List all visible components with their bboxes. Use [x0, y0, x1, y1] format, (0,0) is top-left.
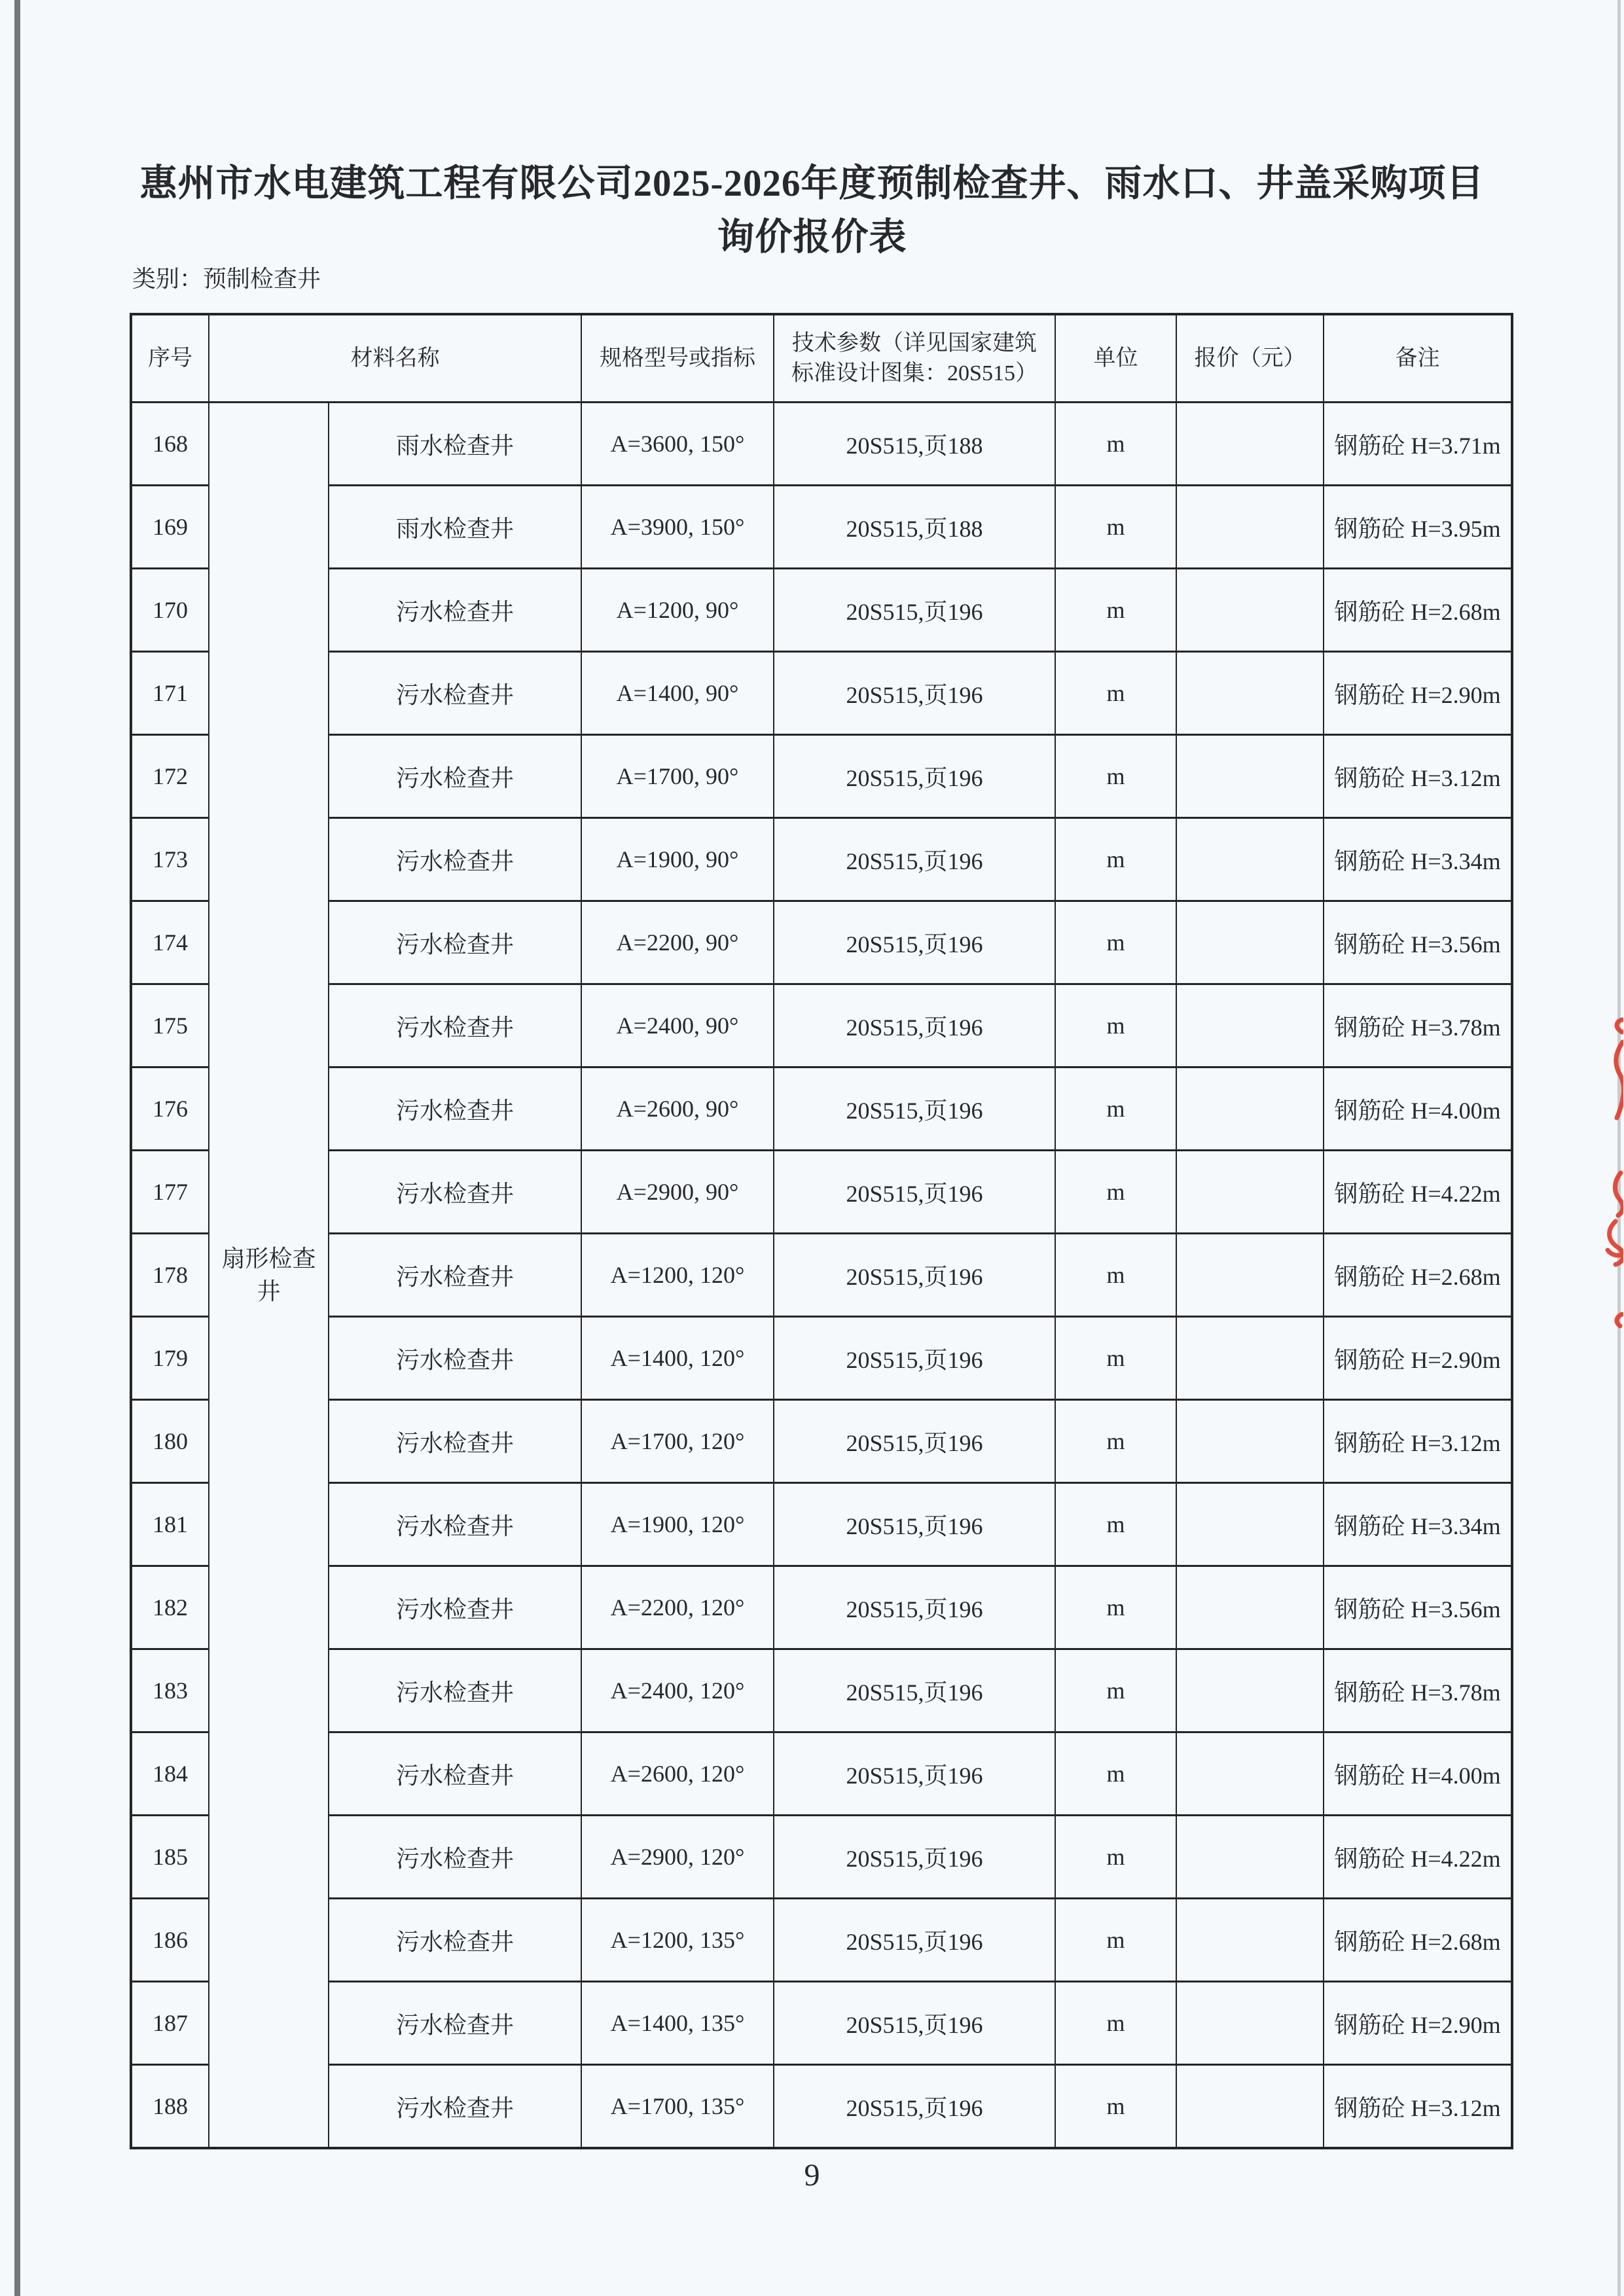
cell-price — [1176, 1483, 1324, 1566]
cell-material-name: 污水检查井 — [329, 1234, 581, 1317]
cell-tech-params: 20S515,页196 — [774, 652, 1055, 735]
category-label: 类别：预制检查井 — [132, 266, 321, 292]
cell-unit: m — [1055, 486, 1176, 569]
cell-tech-params: 20S515,页196 — [774, 818, 1055, 901]
document-title-line1: 惠州市水电建筑工程有限公司2025-2026年度预制检查井、雨水口、井盖采购项目 — [139, 163, 1485, 204]
cell-price — [1176, 818, 1324, 901]
cell-spec: A=1700, 120° — [581, 1400, 774, 1483]
cell-tech-params: 20S515,页188 — [774, 403, 1055, 486]
cell-remark: 钢筋砼 H=3.71m — [1324, 403, 1512, 486]
cell-unit: m — [1055, 818, 1176, 901]
cell-price — [1176, 652, 1324, 735]
table-row — [131, 1067, 1512, 1151]
table-row — [131, 901, 1512, 984]
cell-remark: 钢筋砼 H=4.00m — [1324, 1067, 1512, 1151]
cell-spec: A=1200, 135° — [581, 1899, 774, 1982]
header-material-name: 材料名称 — [209, 314, 581, 403]
cell-spec: A=1700, 135° — [581, 2065, 774, 2149]
cell-remark: 钢筋砼 H=3.95m — [1324, 486, 1512, 569]
cell-unit: m — [1055, 1234, 1176, 1317]
cell-remark: 钢筋砼 H=2.90m — [1324, 652, 1512, 735]
cell-serial-number: 186 — [131, 1899, 209, 1982]
table-row — [131, 1234, 1512, 1317]
cell-serial-number: 178 — [131, 1234, 209, 1317]
cell-remark: 钢筋砼 H=3.34m — [1324, 1483, 1512, 1566]
cell-spec: A=1200, 90° — [581, 569, 774, 652]
cell-serial-number: 173 — [131, 818, 209, 901]
cell-remark: 钢筋砼 H=2.68m — [1324, 569, 1512, 652]
cell-material-name: 污水检查井 — [329, 1317, 581, 1400]
cell-remark: 钢筋砼 H=3.56m — [1324, 901, 1512, 984]
cell-price — [1176, 403, 1324, 486]
cell-unit: m — [1055, 1649, 1176, 1732]
cell-spec: A=1900, 120° — [581, 1483, 774, 1566]
cell-unit: m — [1055, 569, 1176, 652]
cell-tech-params: 20S515,页196 — [774, 984, 1055, 1067]
cell-tech-params: 20S515,页196 — [774, 1067, 1055, 1151]
cell-material-name: 污水检查井 — [329, 1151, 581, 1234]
cell-price — [1176, 569, 1324, 652]
cell-unit: m — [1055, 1566, 1176, 1649]
quotation-table — [130, 313, 1513, 2149]
cell-tech-params: 20S515,页196 — [774, 1732, 1055, 1816]
table-row — [131, 569, 1512, 652]
cell-tech-params: 20S515,页196 — [774, 1899, 1055, 1982]
cell-unit: m — [1055, 1483, 1176, 1566]
document-title-line2: 询价报价表 — [717, 217, 907, 258]
cell-remark: 钢筋砼 H=3.34m — [1324, 818, 1512, 901]
stamp-fragment — [1615, 1173, 1623, 1215]
header-serial-number: 序号 — [131, 314, 209, 403]
cell-tech-params: 20S515,页196 — [774, 735, 1055, 818]
cell-serial-number: 179 — [131, 1317, 209, 1400]
cell-serial-number: 169 — [131, 486, 209, 569]
cell-unit: m — [1055, 652, 1176, 735]
cell-material-name: 污水检查井 — [329, 652, 581, 735]
header-tech-params: 技术参数（详见国家建筑标准设计图集：20S515） — [774, 314, 1055, 403]
cell-remark: 钢筋砼 H=4.22m — [1324, 1151, 1512, 1234]
cell-tech-params: 20S515,页196 — [774, 1816, 1055, 1899]
cell-tech-params: 20S515,页196 — [774, 1151, 1055, 1234]
cell-spec: A=1900, 90° — [581, 818, 774, 901]
stamp-fragment — [1617, 1314, 1622, 1326]
cell-material-name: 污水检查井 — [329, 1982, 581, 2065]
cell-tech-params: 20S515,页196 — [774, 1483, 1055, 1566]
table-row — [131, 403, 1512, 486]
cell-tech-params: 20S515,页196 — [774, 1649, 1055, 1732]
page-number: 9 — [804, 2158, 820, 2193]
cell-price — [1176, 1234, 1324, 1317]
cell-serial-number: 188 — [131, 2065, 209, 2149]
table-row — [131, 652, 1512, 735]
cell-price — [1176, 901, 1324, 984]
cell-remark: 钢筋砼 H=2.90m — [1324, 1982, 1512, 2065]
cell-serial-number: 183 — [131, 1649, 209, 1732]
cell-price — [1176, 1400, 1324, 1483]
cell-tech-params: 20S515,页188 — [774, 486, 1055, 569]
cell-tech-params: 20S515,页196 — [774, 1566, 1055, 1649]
cell-spec: A=1200, 120° — [581, 1234, 774, 1317]
cell-serial-number: 174 — [131, 901, 209, 984]
cell-spec: A=2900, 90° — [581, 1151, 774, 1234]
cell-remark: 钢筋砼 H=2.68m — [1324, 1899, 1512, 1982]
cell-material-name: 污水检查井 — [329, 1566, 581, 1649]
cell-price — [1176, 735, 1324, 818]
stamp-fragment — [1616, 1042, 1623, 1118]
cell-unit: m — [1055, 1317, 1176, 1400]
cell-unit: m — [1055, 984, 1176, 1067]
stamp-fragment — [1610, 1221, 1623, 1265]
cell-price — [1176, 1566, 1324, 1649]
cell-serial-number: 170 — [131, 569, 209, 652]
cell-spec: A=2900, 120° — [581, 1816, 774, 1899]
table-row — [131, 1899, 1512, 1982]
cell-unit: m — [1055, 1067, 1176, 1151]
cell-spec: A=3900, 150° — [581, 486, 774, 569]
cell-serial-number: 181 — [131, 1483, 209, 1566]
cell-material-name: 污水检查井 — [329, 735, 581, 818]
table-row — [131, 1151, 1512, 1234]
cell-spec: A=1400, 90° — [581, 652, 774, 735]
cell-serial-number: 180 — [131, 1400, 209, 1483]
cell-serial-number: 168 — [131, 403, 209, 486]
cell-spec: A=2400, 120° — [581, 1649, 774, 1732]
cell-material-name: 雨水检查井 — [329, 403, 581, 486]
cell-tech-params: 20S515,页196 — [774, 1317, 1055, 1400]
cell-price — [1176, 486, 1324, 569]
cell-price — [1176, 1067, 1324, 1151]
cell-spec: A=3600, 150° — [581, 403, 774, 486]
header-unit: 单位 — [1055, 314, 1176, 403]
cell-price — [1176, 1732, 1324, 1816]
cell-serial-number: 182 — [131, 1566, 209, 1649]
table-row — [131, 486, 1512, 569]
cell-material-name: 污水检查井 — [329, 569, 581, 652]
cell-remark: 钢筋砼 H=3.12m — [1324, 2065, 1512, 2149]
cell-material-name: 污水检查井 — [329, 2065, 581, 2149]
cell-material-name: 雨水检查井 — [329, 486, 581, 569]
cell-price — [1176, 1816, 1324, 1899]
page-left-edge-line — [14, 0, 20, 2296]
stamp-fragment — [1617, 1020, 1622, 1032]
cell-serial-number: 187 — [131, 1982, 209, 2065]
header-price: 报价（元） — [1176, 314, 1324, 403]
cell-serial-number: 176 — [131, 1067, 209, 1151]
cell-remark: 钢筋砼 H=4.22m — [1324, 1816, 1512, 1899]
cell-remark: 钢筋砼 H=3.78m — [1324, 984, 1512, 1067]
cell-material-name: 污水检查井 — [329, 1816, 581, 1899]
cell-spec: A=1400, 120° — [581, 1317, 774, 1400]
cell-spec: A=1400, 135° — [581, 1982, 774, 2065]
cell-serial-number: 171 — [131, 652, 209, 735]
table-row — [131, 1816, 1512, 1899]
cell-unit: m — [1055, 1982, 1176, 2065]
cell-tech-params: 20S515,页196 — [774, 1400, 1055, 1483]
table-row — [131, 1732, 1512, 1816]
cell-remark: 钢筋砼 H=2.90m — [1324, 1317, 1512, 1400]
cell-remark: 钢筋砼 H=2.68m — [1324, 1234, 1512, 1317]
cell-price — [1176, 1317, 1324, 1400]
cell-material-name: 污水检查井 — [329, 1067, 581, 1151]
cell-unit: m — [1055, 1732, 1176, 1816]
cell-remark: 钢筋砼 H=3.78m — [1324, 1649, 1512, 1732]
cell-price — [1176, 1649, 1324, 1732]
red-stamp-marks — [1593, 1005, 1623, 1346]
cell-tech-params: 20S515,页196 — [774, 2065, 1055, 2149]
table-row — [131, 1400, 1512, 1483]
cell-material-name: 污水检查井 — [329, 1899, 581, 1982]
cell-material-name: 污水检查井 — [329, 1400, 581, 1483]
cell-serial-number: 184 — [131, 1732, 209, 1816]
cell-price — [1176, 1899, 1324, 1982]
cell-price — [1176, 1151, 1324, 1234]
header-remark: 备注 — [1324, 314, 1512, 403]
cell-spec: A=2400, 90° — [581, 984, 774, 1067]
cell-spec: A=2200, 120° — [581, 1566, 774, 1649]
cell-unit: m — [1055, 735, 1176, 818]
header-spec: 规格型号或指标 — [581, 314, 774, 403]
table-row — [131, 1566, 1512, 1649]
cell-spec: A=2600, 90° — [581, 1067, 774, 1151]
cell-unit: m — [1055, 1400, 1176, 1483]
cell-tech-params: 20S515,页196 — [774, 1982, 1055, 2065]
cell-tech-params: 20S515,页196 — [774, 901, 1055, 984]
cell-tech-params: 20S515,页196 — [774, 569, 1055, 652]
cell-remark: 钢筋砼 H=4.00m — [1324, 1732, 1512, 1816]
table-row — [131, 1317, 1512, 1400]
document-title — [0, 157, 1624, 264]
cell-unit: m — [1055, 1816, 1176, 1899]
table-row — [131, 1483, 1512, 1566]
cell-price — [1176, 1982, 1324, 2065]
table-row — [131, 735, 1512, 818]
cell-remark: 钢筋砼 H=3.12m — [1324, 735, 1512, 818]
cell-serial-number: 185 — [131, 1816, 209, 1899]
cell-material-name: 污水检查井 — [329, 984, 581, 1067]
table-row — [131, 984, 1512, 1067]
cell-material-name: 污水检查井 — [329, 1649, 581, 1732]
cell-material-name: 污水检查井 — [329, 818, 581, 901]
table-header-row — [131, 314, 1512, 403]
cell-spec: A=2600, 120° — [581, 1732, 774, 1816]
cell-material-name: 污水检查井 — [329, 901, 581, 984]
cell-unit: m — [1055, 2065, 1176, 2149]
cell-unit: m — [1055, 403, 1176, 486]
cell-serial-number: 177 — [131, 1151, 209, 1234]
table-body — [131, 403, 1512, 2149]
cell-remark: 钢筋砼 H=3.12m — [1324, 1400, 1512, 1483]
cell-spec: A=1700, 90° — [581, 735, 774, 818]
cell-unit: m — [1055, 901, 1176, 984]
cell-unit: m — [1055, 1151, 1176, 1234]
cell-serial-number: 175 — [131, 984, 209, 1067]
cell-material-name: 污水检查井 — [329, 1483, 581, 1566]
cell-price — [1176, 2065, 1324, 2149]
table-row — [131, 2065, 1512, 2149]
cell-serial-number: 172 — [131, 735, 209, 818]
table-row — [131, 1649, 1512, 1732]
cell-price — [1176, 984, 1324, 1067]
table-row — [131, 818, 1512, 901]
cell-material-name: 污水检查井 — [329, 1732, 581, 1816]
cell-spec: A=2200, 90° — [581, 901, 774, 984]
cell-well-group-label: 扇形检查井 — [209, 403, 329, 2149]
cell-tech-params: 20S515,页196 — [774, 1234, 1055, 1317]
cell-remark: 钢筋砼 H=3.56m — [1324, 1566, 1512, 1649]
cell-unit: m — [1055, 1899, 1176, 1982]
table-row — [131, 1982, 1512, 2065]
